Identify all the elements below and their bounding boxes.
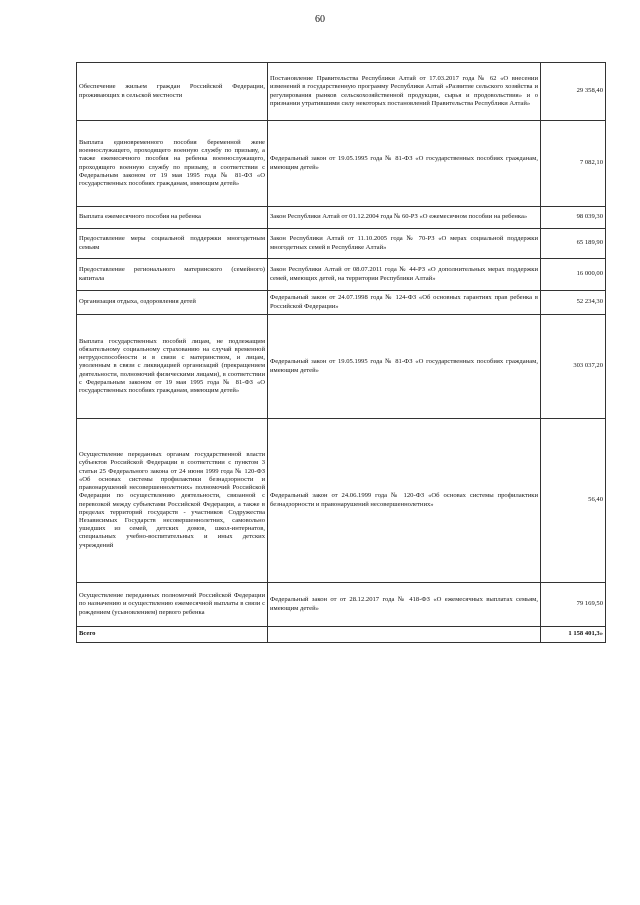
table-cell-name: Предоставление регионального материнского (семейного) капитала xyxy=(77,259,268,291)
table-cell-name: Выплата ежемесячного пособия на ребенка xyxy=(77,207,268,229)
table-row xyxy=(77,583,606,627)
table-row xyxy=(77,207,606,229)
table-cell-amount: 79 169,50 xyxy=(541,583,606,627)
table-cell-amount: 56,40 xyxy=(541,419,606,583)
total-label: Всего xyxy=(77,627,268,643)
table-cell-name: Выплата государственных пособий лицам, не подлежащим обязательному социальному страхованию на случай временной нетрудоспособности и в связи с материнством, и лицам, уволенным в связи с ликвидацией организаций (прекращением деятельности, полномочий физическими лицами), в соответствии с Федеральным законом от 19 мая 1995 года № 81-ФЗ «О государственных пособиях гражданам, имеющим детей» xyxy=(77,315,268,419)
table-cell-law: Федеральный закон от 24.07.1998 года № 124-ФЗ «Об основных гарантиях прав ребенка в Российской Федерации» xyxy=(268,291,541,315)
table-row xyxy=(77,121,606,207)
table-cell-law: Постановление Правительства Республики Алтай от 17.03.2017 года № 62 «О внесении изменений в государственную программу Республики Алтай «Развитие сельского хозяйства и регулирования рынков сельскохозяйственной продукции, сырья и продовольствия» и о признании утратившими силу некоторых постановлений Правительства Республики Алтай» xyxy=(268,63,541,121)
table-cell-amount: 7 082,10 xyxy=(541,121,606,207)
table-row xyxy=(77,291,606,315)
table-row xyxy=(77,419,606,583)
table-row xyxy=(77,63,606,121)
table-cell-law: Закон Республики Алтай от 11.10.2005 года № 70-РЗ «О мерах социальной поддержки многодетных семей в Республике Алтай» xyxy=(268,229,541,259)
table-row xyxy=(77,315,606,419)
table-cell-amount: 29 358,40 xyxy=(541,63,606,121)
total-law-cell xyxy=(268,627,541,643)
table-cell-name: Организация отдыха, оздоровления детей xyxy=(77,291,268,315)
table-cell-name: Обеспечение жильем граждан Российской Федерации, проживающих в сельской местности xyxy=(77,63,268,121)
table-row xyxy=(77,259,606,291)
table-cell-amount: 303 037,20 xyxy=(541,315,606,419)
table-cell-name: Осуществление переданных органам государственной власти субъектов Российской Федерации в соответствии с пунктом 3 статьи 25 Федерального закона от 24 июня 1999 года № 120-ФЗ «Об основах системы профилактики безнадзорности и правонарушений несовершеннолетних» полномочий Российской Федерации по осуществлению деятельности, связанной с перевозкой между субъектами Российской Федерации, а также в пределах территорий государств - участников Содружества Независимых Государств несовершеннолетних, самовольно ушедших из семей, детских домов, школ-интернатов, специальных учебно-воспитательных и иных детских учреждений xyxy=(77,419,268,583)
table-cell-law: Федеральный закон от от 28.12.2017 года № 418-ФЗ «О ежемесячных выплатах семьям, имеющим детей» xyxy=(268,583,541,627)
table-cell-law: Федеральный закон от 19.05.1995 года № 81-ФЗ «О государственных пособиях гражданам, имеющим детей» xyxy=(268,121,541,207)
table-cell-amount: 52 234,30 xyxy=(541,291,606,315)
table-cell-amount: 98 039,30 xyxy=(541,207,606,229)
total-amount: 1 158 401,3» xyxy=(541,627,606,643)
table-cell-name: Осуществление переданных полномочий Российской Федерации по назначению и осуществлению ежемесячной выплаты в связи с рождением (усыновлением) первого ребенка xyxy=(77,583,268,627)
table-cell-law: Федеральный закон от 19.05.1995 года № 81-ФЗ «О государственных пособиях гражданам, имеющим детей» xyxy=(268,315,541,419)
table-cell-law: Федеральный закон от 24.06.1999 года № 120-ФЗ «Об основах системы профилактики безнадзорности и правонарушений несовершеннолетних» xyxy=(268,419,541,583)
table-total-row xyxy=(77,627,606,643)
page-number: 60 xyxy=(315,14,325,25)
table-cell-amount: 16 000,00 xyxy=(541,259,606,291)
budget-table xyxy=(76,62,606,643)
table-cell-name: Выплата единовременного пособия беременной жене военнослужащего, проходящего военную службу по призыву, а также ежемесячного пособия на ребенка военнослужащего, проходящего военную службу по призыву, в соответствии с Федеральным законом от 19 мая 1995 года № 81-ФЗ «О государственных пособиях гражданам, имеющим детей» xyxy=(77,121,268,207)
table-row xyxy=(77,229,606,259)
table-cell-amount: 65 189,90 xyxy=(541,229,606,259)
table-cell-name: Предоставление меры социальной поддержки многодетным семьям xyxy=(77,229,268,259)
table-cell-law: Закон Республики Алтай от 08.07.2011 года № 44-РЗ «О дополнительных мерах поддержки семей, имеющих детей, на территории Республики Алтай» xyxy=(268,259,541,291)
table-cell-law: Закон Республики Алтай от 01.12.2004 года № 60-РЗ «О ежемесячном пособии на ребенка» xyxy=(268,207,541,229)
